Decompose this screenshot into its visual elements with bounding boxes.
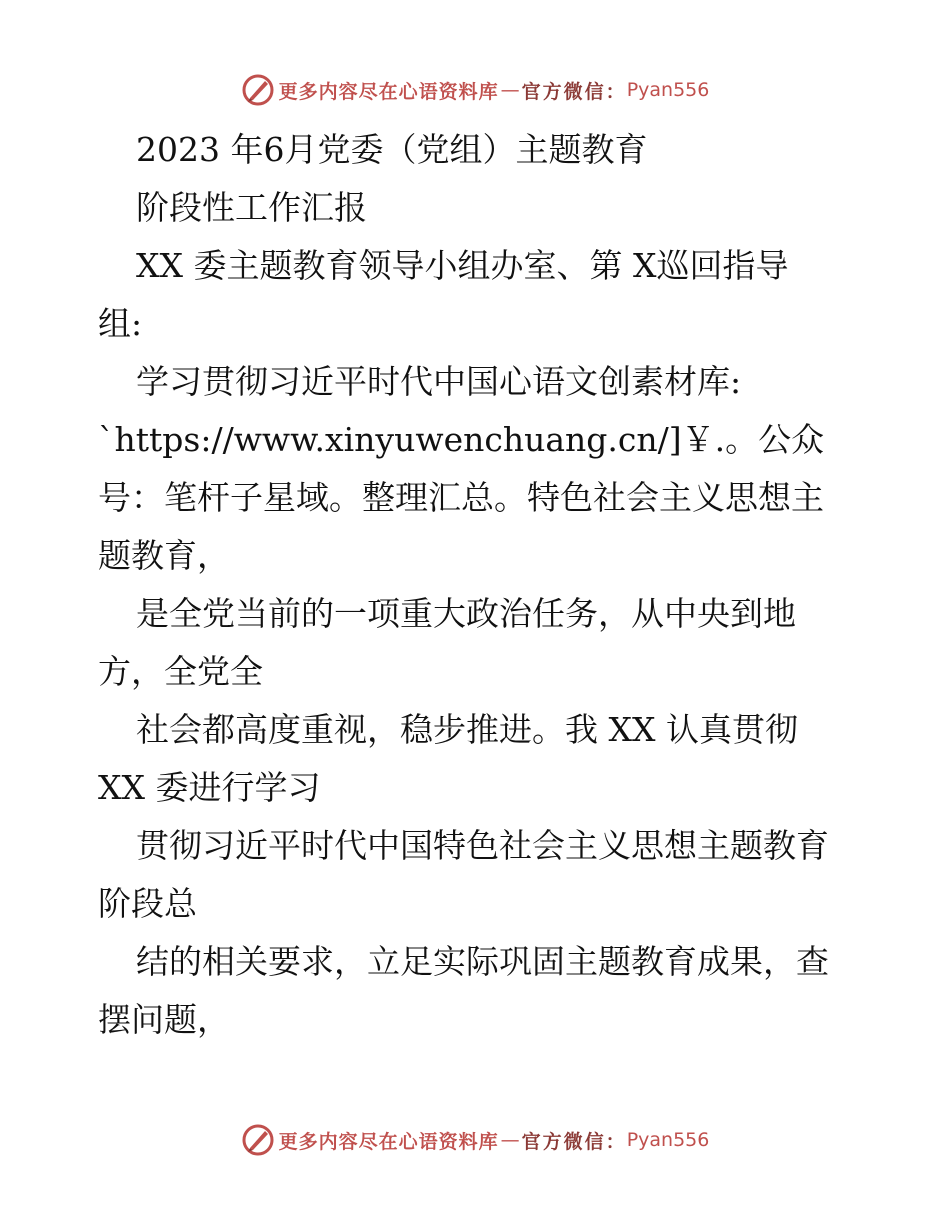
quill-pen-logo-icon bbox=[241, 1123, 275, 1157]
watermark-colon: ： bbox=[605, 1130, 627, 1153]
doc-line: 题教育， bbox=[98, 536, 230, 575]
watermark-wechat-id: Pyan556 bbox=[626, 1129, 710, 1151]
watermark-footer bbox=[0, 1120, 950, 1160]
doc-line: `https://www.xinyuwenchuang.cn/]￥.。公众 bbox=[98, 420, 825, 459]
watermark-wechat-id: Pyan556 bbox=[626, 79, 710, 101]
doc-line: 阶段性工作汇报 bbox=[136, 188, 367, 227]
doc-line: 结的相关要求，立足实际巩固主题教育成果，查 bbox=[136, 942, 829, 981]
quill-pen-logo-icon bbox=[241, 73, 275, 107]
watermark-brand: 更多内容尽在心语资料库 bbox=[278, 1130, 499, 1153]
doc-line: 学习贯彻习近平时代中国心语文创素材库: bbox=[136, 362, 742, 401]
doc-line: 号：笔杆子星域。整理汇总。特色社会主义思想主 bbox=[98, 478, 824, 517]
watermark-colon: ： bbox=[605, 80, 627, 103]
doc-line: 2023 年6月党委（党组）主题教育 bbox=[136, 130, 648, 169]
doc-line: 摆问题， bbox=[98, 1000, 230, 1039]
doc-line: 阶段总 bbox=[98, 884, 197, 923]
doc-line: 方，全党全 bbox=[98, 652, 263, 691]
watermark-separator: — bbox=[500, 1129, 520, 1151]
doc-line: 社会都高度重视，稳步推进。我 XX 认真贯彻 bbox=[136, 710, 798, 749]
doc-line: 贯彻习近平时代中国特色社会主义思想主题教育 bbox=[136, 826, 829, 865]
doc-line: 是全党当前的一项重大政治任务，从中央到地 bbox=[136, 594, 796, 633]
watermark-brand: 更多内容尽在心语资料库 bbox=[278, 80, 499, 103]
watermark-header bbox=[0, 70, 950, 110]
doc-line: XX 委主题教育领导小组办室、第 X巡回指导 bbox=[136, 246, 789, 285]
doc-line: XX 委进行学习 bbox=[98, 768, 321, 807]
doc-line: 组: bbox=[98, 304, 143, 343]
watermark-separator: — bbox=[500, 79, 520, 101]
document-body bbox=[98, 121, 858, 1049]
watermark-official-label: 官方微信 bbox=[521, 80, 606, 103]
watermark-official-label: 官方微信 bbox=[521, 1130, 606, 1153]
